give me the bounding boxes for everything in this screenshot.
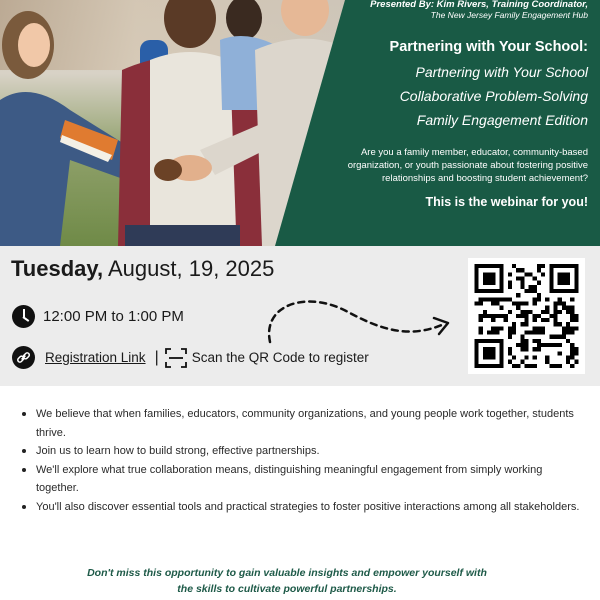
scan-instruction: Scan the QR Code to register (191, 350, 369, 365)
qr-code-pattern (474, 264, 579, 368)
detail-list (22, 405, 582, 516)
scan-icon (165, 348, 187, 368)
closing-message (0, 565, 574, 597)
event-date-text: August, 19, 2025 (103, 256, 275, 281)
separator: | (154, 348, 159, 366)
event-info-section (0, 246, 600, 386)
closing-line: the skills to cultivate powerful partnerships. (177, 583, 397, 595)
event-time: 12:00 PM to 1:00 PM (43, 308, 184, 325)
hero-banner (0, 0, 600, 246)
event-weekday: Tuesday, (11, 256, 104, 281)
subtitle-line: Partnering with Your School (415, 64, 588, 80)
closing-line: Don't miss this opportunity to gain valuable insights and empower yourself with (87, 567, 487, 579)
subtitle-line: Family Engagement Edition (416, 112, 588, 128)
link-icon (12, 346, 35, 369)
clock-icon (12, 305, 35, 328)
subtitle-line: Collaborative Problem-Solving (399, 88, 588, 104)
event-date (11, 256, 274, 282)
list-item: You'll also discover essential tools and practical strategies to foster positive interactions among all stakeholders. (22, 498, 582, 517)
qr-code[interactable] (468, 258, 585, 374)
subtitle (326, 60, 588, 132)
list-item: We believe that when families, educators, community organizations, and young people work together, students thrive. (22, 405, 582, 442)
hero-text (326, 0, 588, 209)
registration-row (12, 346, 369, 369)
call-to-action: This is the webinar for you! (425, 195, 588, 209)
arrow-icon (258, 294, 458, 354)
page-title: Partnering with Your School: (389, 39, 588, 55)
event-time-row (12, 305, 184, 328)
registration-link[interactable]: Registration Link (45, 350, 146, 365)
list-item: We'll explore what true collaboration means, distinguishing meaningful engagement from simply working together. (22, 461, 582, 498)
presenter-credit: Presented By: Kim Rivers, Training Coordinator, (370, 0, 588, 10)
list-item: Join us to learn how to build strong, effective partnerships. (22, 442, 582, 461)
presenter-organization: The New Jersey Family Engagement Hub (430, 10, 588, 20)
lead-question: Are you a family member, educator, community-based organization, or youth passionate about fostering positive relationships and boosting student achievement? (347, 147, 588, 184)
